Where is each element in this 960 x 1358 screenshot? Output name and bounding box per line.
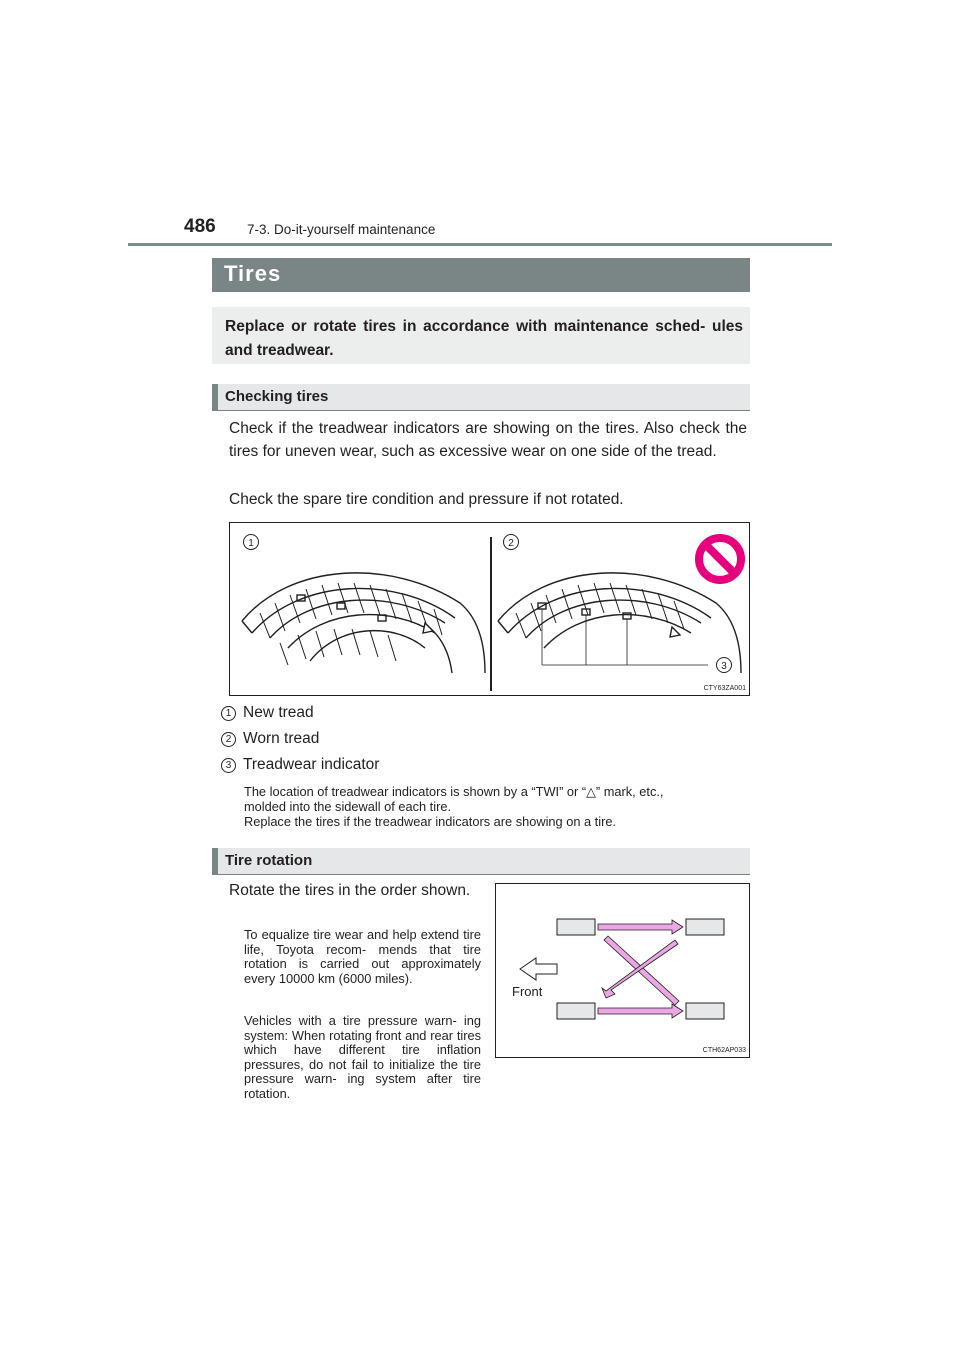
- tire-rotation-figure: [495, 883, 750, 1058]
- tire-front-left: [557, 919, 595, 935]
- checking-paragraph: Check if the treadwear indicators are showing on the tires. Also check the tires for uneven wear, such as excessive wear on one side of the tread.: [229, 420, 747, 460]
- tire-rear-right: [686, 1003, 724, 1019]
- page-title-bar: [212, 258, 750, 292]
- intro-text: Replace or rotate tires in accordance with maintenance sched- ules and treadwear.: [225, 318, 743, 359]
- note-line: The location of treadwear indicators is shown by a “TWI” or “△” mark, etc.,: [244, 784, 664, 799]
- legend-num-2: 2: [221, 732, 236, 747]
- tire-figure-code: CTY63ZA001: [703, 685, 746, 692]
- tire-rotation-heading-text: Tire rotation: [225, 852, 313, 869]
- tire-tread-figure: [229, 522, 750, 696]
- callout-3: 3: [721, 661, 727, 672]
- tire-rotation-diagram: [496, 884, 749, 1057]
- tire-front-right: [686, 919, 724, 935]
- tire-rotation-heading: [212, 848, 750, 875]
- spare-tire-paragraph: Check the spare tire condition and pressure if not rotated.: [229, 491, 624, 508]
- legend-num-1: 1: [221, 706, 236, 721]
- front-label: Front: [512, 984, 543, 999]
- rotation-interval-note: To equalize tire wear and help extend tire life, Toyota recom- mends that tire rotation is carried out approximately every 10000 km (6000 miles).: [244, 927, 481, 986]
- front-arrow-icon: [520, 958, 557, 980]
- legend-num-3: 3: [221, 758, 236, 773]
- checking-tires-heading: [212, 384, 750, 411]
- prohibited-icon: [699, 538, 741, 580]
- legend-new-tread: New tread: [243, 704, 314, 721]
- page-number: 486: [184, 216, 216, 237]
- section-title: 7-3. Do-it-yourself maintenance: [247, 222, 436, 237]
- treadwear-note: [244, 784, 750, 829]
- intro-box: [212, 307, 750, 364]
- legend-worn-tread: Worn tread: [243, 730, 320, 747]
- rotation-paragraph: Rotate the tires in the order shown.: [229, 882, 471, 899]
- page-title: Tires: [224, 261, 282, 286]
- callout-2: 2: [508, 538, 514, 549]
- rotation-arrows: [598, 920, 683, 1018]
- callout-1: 1: [248, 538, 254, 549]
- checking-tires-heading-text: Checking tires: [225, 388, 329, 405]
- tire-tread-illustration: [230, 523, 749, 695]
- legend-treadwear-indicator: Treadwear indicator: [243, 756, 380, 773]
- note-line: Replace the tires if the treadwear indicators are showing on a tire.: [244, 814, 617, 829]
- rotation-figure-code: CTH62AP033: [702, 1047, 746, 1054]
- note-line: molded into the sidewall of each tire.: [244, 799, 451, 814]
- tire-rear-left: [557, 1003, 595, 1019]
- header-rule: [128, 243, 832, 246]
- tpms-note: Vehicles with a tire pressure warn- ing system: When rotating front and rear tires which have different tire inflation pressures, do not fail to initialize the tire pressure warn- ing system after tire rotation.: [244, 1013, 481, 1101]
